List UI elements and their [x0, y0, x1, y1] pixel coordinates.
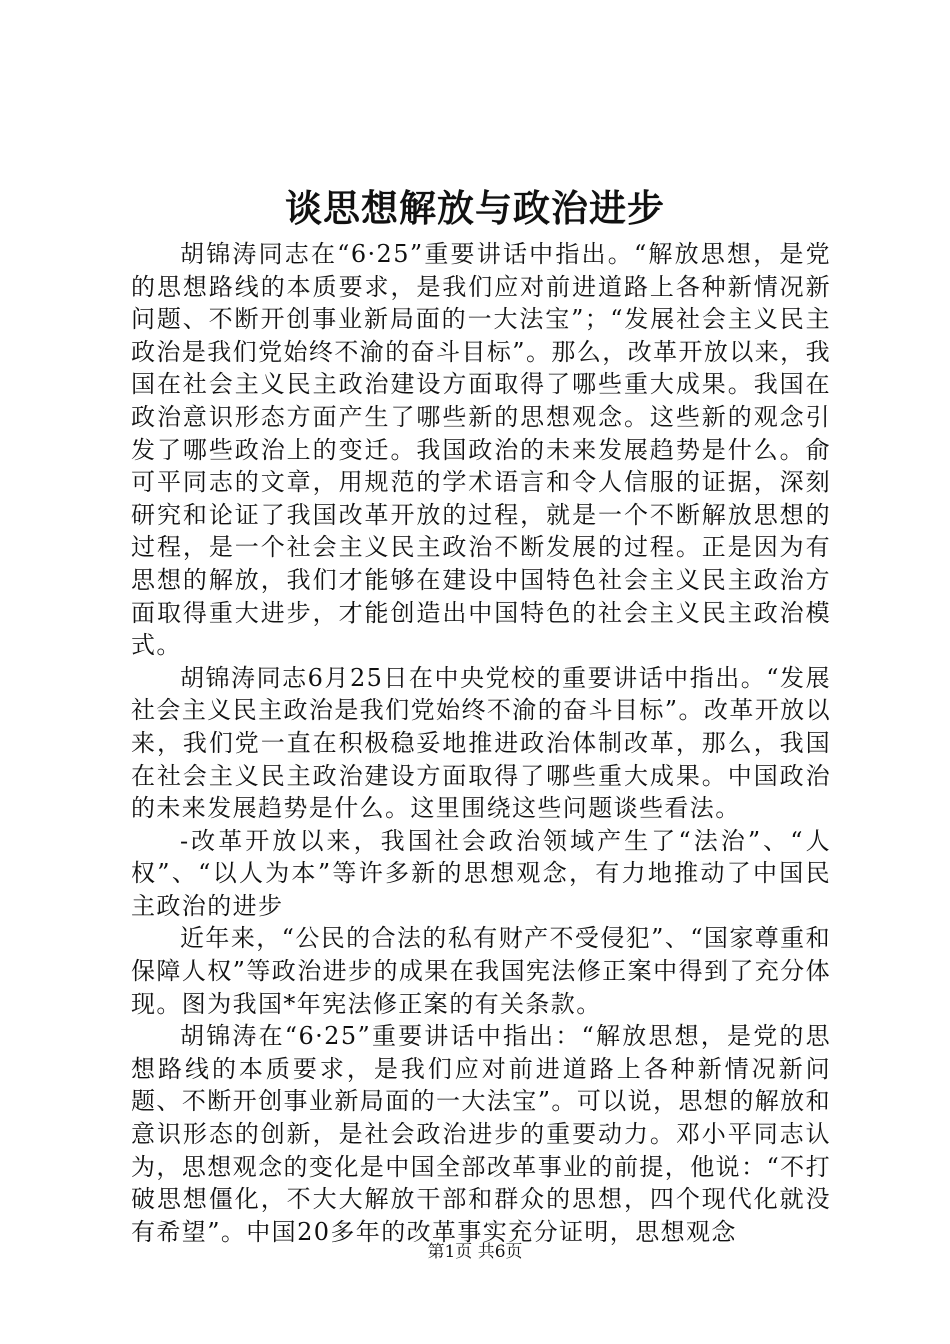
paragraph: -改革开放以来，我国社会政治领域产生了“法治”、“人权”、“以人为本”等许多新的思想观念，有力地推动了中国民主政治的进步 [131, 826, 831, 920]
page-footer: 第1页 共6页 [427, 1242, 523, 1262]
paragraph: 近年来，“公民的合法的私有财产不受侵犯”、“国家尊重和保障人权”等政治进步的成果在我国宪法修正案中得到了充分体现。图为我国*年宪法修正案的有关条款。 [131, 924, 831, 1018]
document-title: 谈思想解放与政治进步 [285, 186, 665, 230]
paragraph: 胡锦涛同志在“6·25”重要讲话中指出。“解放思想，是党的思想路线的本质要求，是我们应对前进道路上各种新情况新问题、不断开创事业新局面的一大法宝”；“发展社会主义民主政治是我们党始终不渝的奋斗目标”。那么，改革开放以来，我国在社会主义民主政治建设方面取得了哪些重大成果。我国在政治意识形态方面产生了哪些新的思想观念。这些新的观念引发了哪些政治上的变迁。我国政治的未来发展趋势是什么。俞可平同志的文章，用规范的学术语言和令人信服的证据，深刻研究和论证了我国改革开放的过程，就是一个不断解放思想的过程，是一个社会主义民主政治不断发展的过程。正是因为有思想的解放，我们才能够在建设中国特色社会主义民主政治方面取得重大进步，才能创造出中国特色的社会主义民主政治模式。 [131, 240, 831, 660]
paragraph: 胡锦涛在“6·25”重要讲话中指出：“解放思想，是党的思想路线的本质要求，是我们应对前进道路上各种新情况新问题、不断开创事业新局面的一大法宝”。可以说，思想的解放和意识形态的创新，是社会政治进步的重要动力。邓小平同志认为，思想观念的变化是中国全部改革事业的前提，他说：“不打破思想僵化，不大大解放干部和群众的思想，四个现代化就没有希望”。中国20多年的改革事实充分证明，思想观念 [131, 1022, 831, 1246]
document-body [131, 238, 831, 1248]
paragraph: 胡锦涛同志6月25日在中央党校的重要讲话中指出。“发展社会主义民主政治是我们党始终不渝的奋斗目标”。改革开放以来，我们党一直在积极稳妥地推进政治体制改革，那么，我国在社会主义民主政治建设方面取得了哪些重大成果。中国政治的未来发展趋势是什么。这里围绕这些问题谈些看法。 [131, 663, 831, 823]
